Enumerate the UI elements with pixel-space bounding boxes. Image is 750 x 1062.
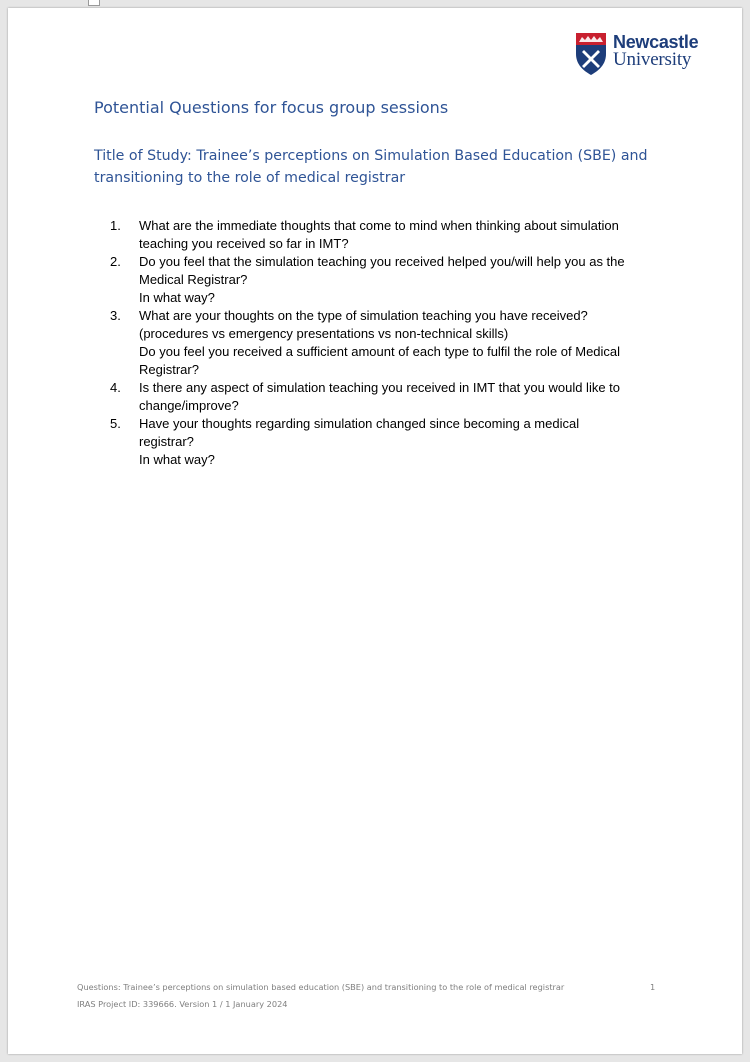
question-text-line: Do you feel that the simulation teaching you received helped you/will help you as the (139, 254, 625, 269)
newcastle-university-logo (574, 32, 724, 82)
question-item (110, 379, 650, 415)
study-title: Title of Study: Trainee’s perceptions on Simulation Based Education (SBE) and transitioning to the role of medical registrar (94, 148, 648, 186)
question-text-line: In what way? (139, 290, 215, 305)
question-number: 3. (110, 308, 121, 323)
question-text-line: Is there any aspect of simulation teaching you received in IMT that you would like to (139, 380, 621, 395)
question-text-line: Medical Registrar? (139, 272, 248, 287)
questions-list (110, 217, 650, 469)
university-crest-icon (574, 32, 608, 76)
question-text-line: What are your thoughts on the type of simulation teaching you have received? (139, 308, 588, 323)
question-text-line: In what way? (139, 452, 215, 467)
footer-project-id: IRAS Project ID: 339666. Version 1 / 1 January 2024 (77, 999, 288, 1009)
question-text-line: Registrar? (139, 362, 199, 377)
question-item (110, 253, 650, 307)
question-number: 1. (110, 218, 121, 233)
question-text-line: Have your thoughts regarding simulation changed since becoming a medical (139, 416, 580, 431)
page-number: 1 (650, 982, 656, 992)
question-text-line: teaching you received so far in IMT? (139, 236, 349, 251)
question-text-line: What are the immediate thoughts that come to mind when thinking about simulation (139, 218, 619, 233)
question-text-line: change/improve? (139, 398, 239, 413)
document-page (8, 8, 742, 1054)
logo-wordmark-university: University (613, 49, 692, 70)
question-number: 2. (110, 254, 121, 269)
page-footer (77, 979, 667, 1013)
question-item (110, 217, 650, 253)
footer-document-description: Questions: Trainee’s perceptions on simulation based education (SBE) and transitioning to the role of medical registrar (77, 982, 565, 992)
question-number: 5. (110, 416, 121, 431)
question-number: 4. (110, 380, 121, 395)
question-text-line: (procedures vs emergency presentations vs non-technical skills) (139, 326, 509, 341)
question-item (110, 415, 650, 469)
question-text-line: registrar? (139, 434, 194, 449)
logo-wordmark-newcastle: Newcastle (613, 32, 699, 52)
page-corner-marker (88, 0, 100, 6)
document-heading: Potential Questions for focus group sessions (94, 98, 449, 117)
question-text-line: Do you feel you received a sufficient amount of each type to fulfil the role of Medical (139, 344, 621, 359)
question-item (110, 307, 650, 379)
